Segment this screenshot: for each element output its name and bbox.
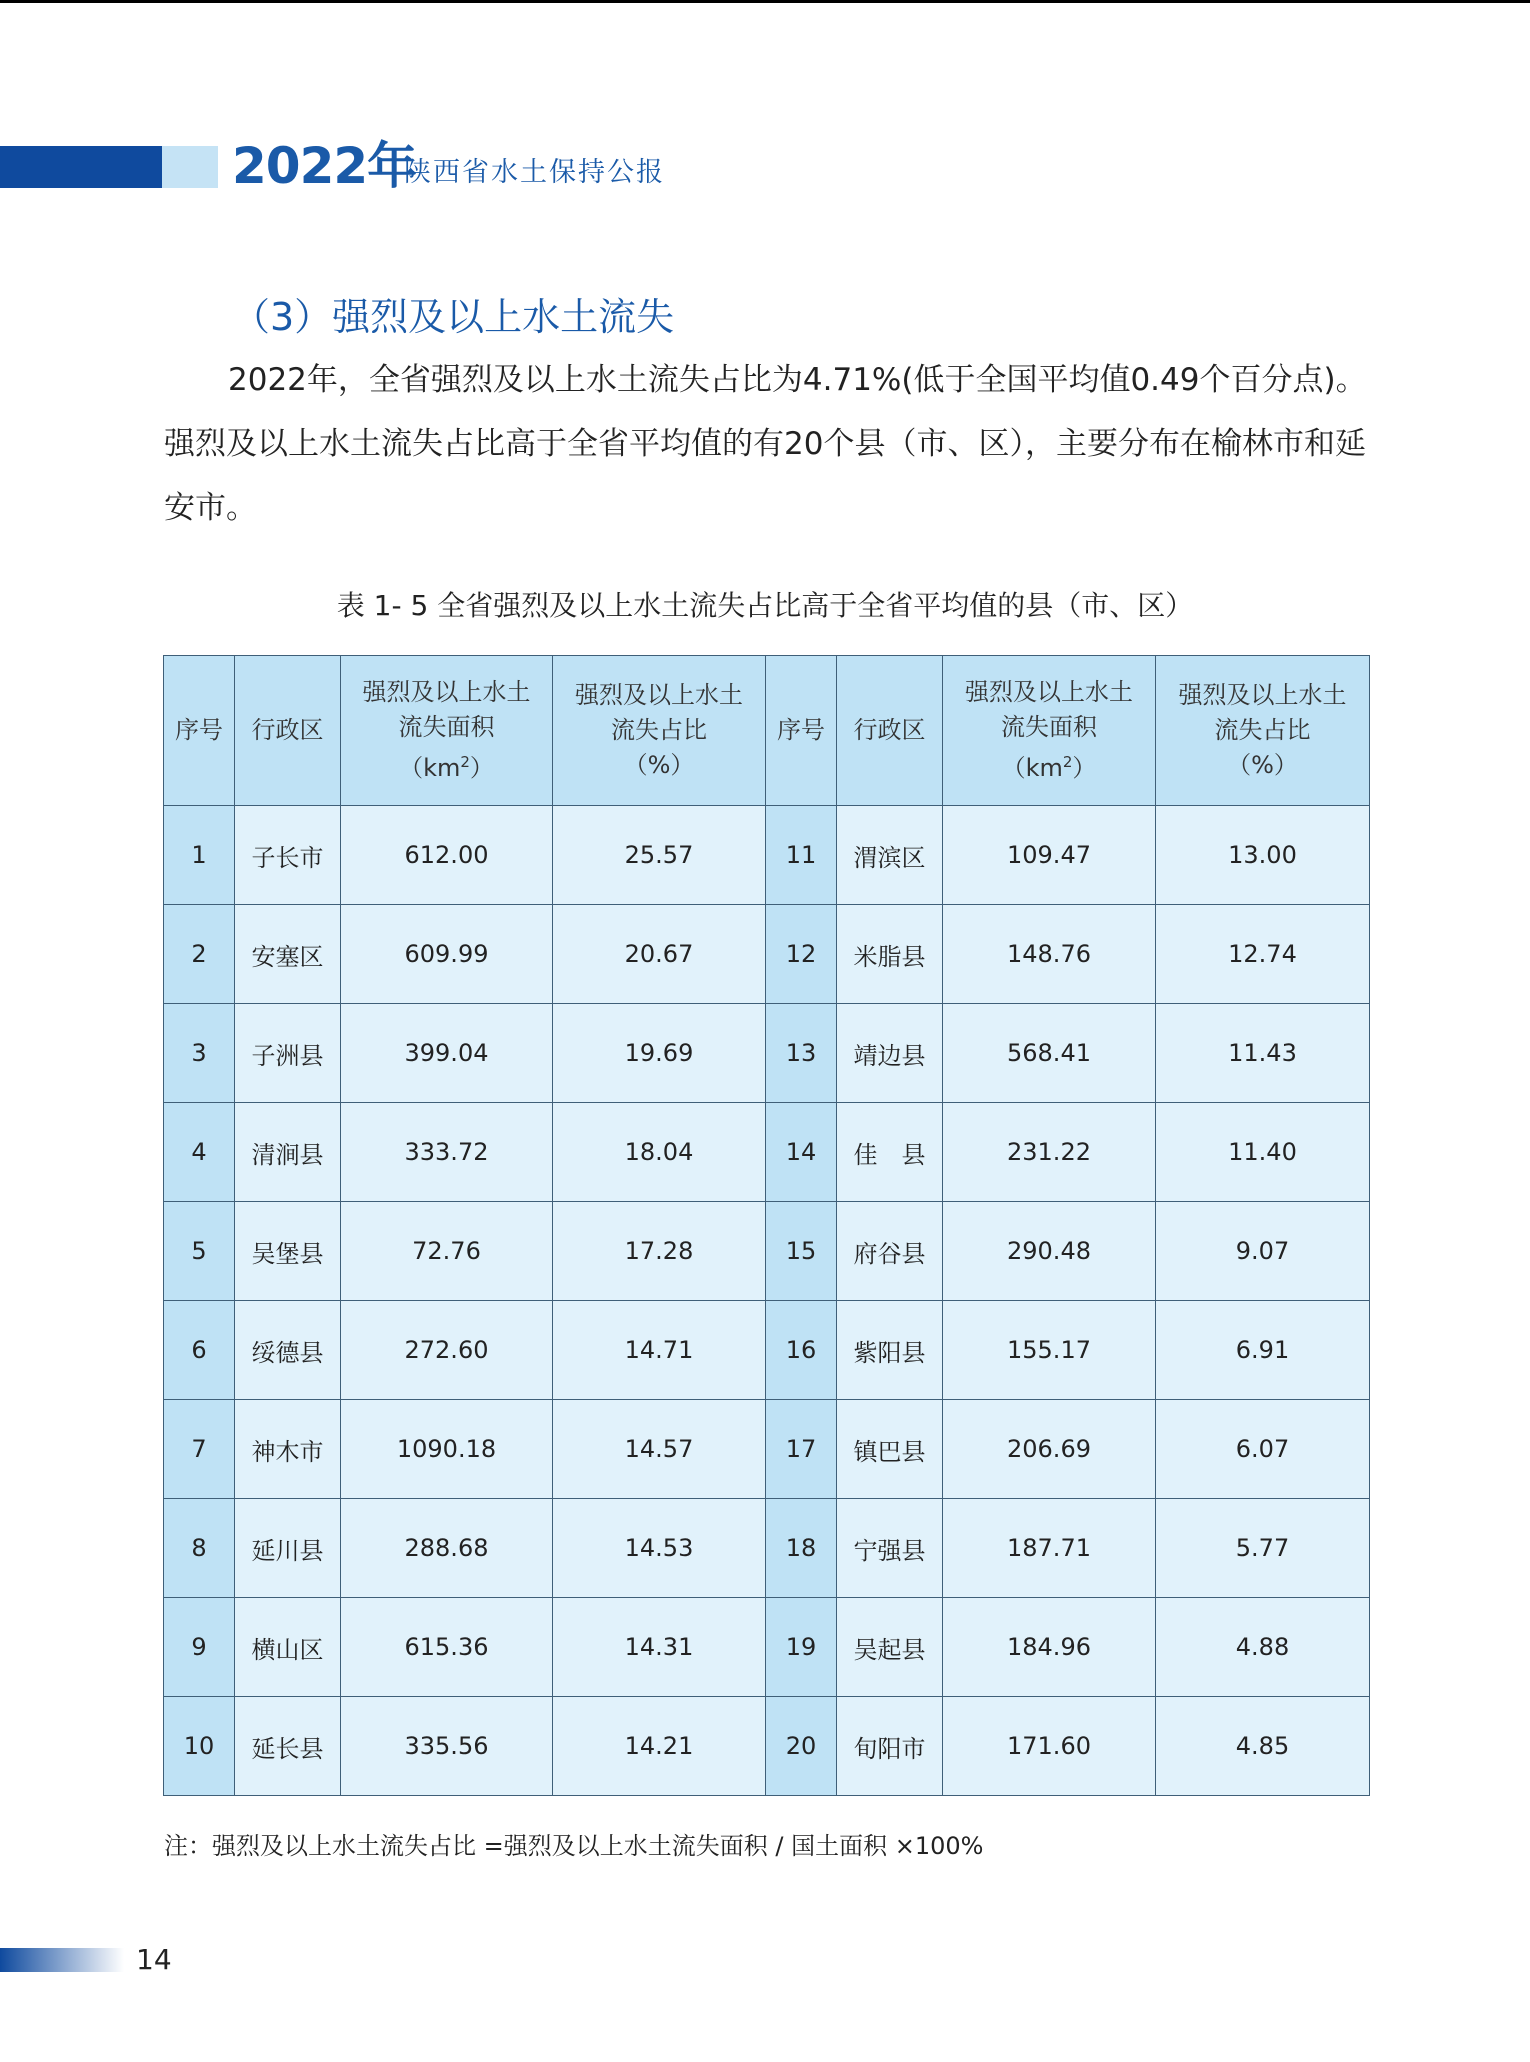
section-heading: （3）强烈及以上水土流失 bbox=[232, 295, 675, 339]
cell-ratio: 14.31 bbox=[553, 1598, 766, 1697]
cell-area: 148.76 bbox=[943, 905, 1156, 1004]
table-caption: 表 1- 5 全省强烈及以上水土流失占比高于全省平均值的县（市、区） bbox=[336, 589, 1194, 622]
header-accent-bar-dark bbox=[0, 146, 162, 188]
header-ratio-line3: （%） bbox=[623, 751, 695, 779]
cell-area: 615.36 bbox=[341, 1598, 553, 1697]
cell-area: 288.68 bbox=[341, 1499, 553, 1598]
cell-seq: 20 bbox=[766, 1697, 837, 1796]
table-row bbox=[164, 1598, 1370, 1697]
cell-area: 109.47 bbox=[943, 806, 1156, 905]
header-ratio-line1: 强烈及以上水土 bbox=[575, 681, 743, 709]
cell-seq: 13 bbox=[766, 1004, 837, 1103]
cell-area: 187.71 bbox=[943, 1499, 1156, 1598]
table-row bbox=[164, 1103, 1370, 1202]
cell-ratio: 18.04 bbox=[553, 1103, 766, 1202]
cell-seq: 11 bbox=[766, 806, 837, 905]
cell-region: 吴起县 bbox=[837, 1598, 943, 1697]
cell-ratio: 14.71 bbox=[553, 1301, 766, 1400]
cell-ratio: 6.07 bbox=[1156, 1400, 1370, 1499]
cell-area: 171.60 bbox=[943, 1697, 1156, 1796]
cell-area: 612.00 bbox=[341, 806, 553, 905]
cell-seq: 16 bbox=[766, 1301, 837, 1400]
cell-area: 231.22 bbox=[943, 1103, 1156, 1202]
cell-area: 290.48 bbox=[943, 1202, 1156, 1301]
cell-ratio: 12.74 bbox=[1156, 905, 1370, 1004]
cell-seq: 7 bbox=[164, 1400, 235, 1499]
header-ratio bbox=[553, 656, 766, 806]
header-ratio-line2: 流失占比 bbox=[611, 716, 707, 744]
header-ratio-2 bbox=[1156, 656, 1370, 806]
cell-seq: 2 bbox=[164, 905, 235, 1004]
cell-area: 333.72 bbox=[341, 1103, 553, 1202]
cell-region: 米脂县 bbox=[837, 905, 943, 1004]
header-area-line3 bbox=[341, 745, 552, 786]
cell-ratio: 14.53 bbox=[553, 1499, 766, 1598]
cell-area: 609.99 bbox=[341, 905, 553, 1004]
cell-ratio: 14.57 bbox=[553, 1400, 766, 1499]
cell-ratio: 4.85 bbox=[1156, 1697, 1370, 1796]
header-area-unit-post: ） bbox=[469, 754, 494, 782]
cell-ratio: 19.69 bbox=[553, 1004, 766, 1103]
cell-ratio: 11.40 bbox=[1156, 1103, 1370, 1202]
cell-ratio: 4.88 bbox=[1156, 1598, 1370, 1697]
cell-seq: 17 bbox=[766, 1400, 837, 1499]
cell-ratio: 25.57 bbox=[553, 806, 766, 905]
header-ratio-line2: 流失占比 bbox=[1214, 716, 1311, 744]
top-border-rule bbox=[0, 0, 1530, 3]
cell-area: 184.96 bbox=[943, 1598, 1156, 1697]
cell-area: 335.56 bbox=[341, 1697, 553, 1796]
footer-accent-bar bbox=[0, 1948, 124, 1972]
table-row bbox=[164, 1499, 1370, 1598]
cell-region: 旬阳市 bbox=[837, 1697, 943, 1796]
cell-seq: 8 bbox=[164, 1499, 235, 1598]
cell-ratio: 13.00 bbox=[1156, 806, 1370, 905]
header-accent-bar-light bbox=[162, 146, 218, 188]
header-year: 2022年 bbox=[232, 137, 417, 195]
erosion-table bbox=[163, 655, 1370, 1796]
header-region-2: 行政区 bbox=[837, 656, 943, 806]
cell-area: 155.17 bbox=[943, 1301, 1156, 1400]
cell-ratio: 6.91 bbox=[1156, 1301, 1370, 1400]
cell-seq: 18 bbox=[766, 1499, 837, 1598]
header-area-line1: 强烈及以上水土 bbox=[965, 678, 1133, 706]
cell-seq: 10 bbox=[164, 1697, 235, 1796]
cell-ratio: 11.43 bbox=[1156, 1004, 1370, 1103]
header-ratio-line3: （%） bbox=[1227, 751, 1298, 779]
cell-area: 568.41 bbox=[943, 1004, 1156, 1103]
cell-seq: 6 bbox=[164, 1301, 235, 1400]
table-row bbox=[164, 1301, 1370, 1400]
cell-seq: 19 bbox=[766, 1598, 837, 1697]
header-area-line2: 流失面积 bbox=[1001, 713, 1097, 741]
cell-area: 272.60 bbox=[341, 1301, 553, 1400]
cell-seq: 15 bbox=[766, 1202, 837, 1301]
cell-seq: 12 bbox=[766, 905, 837, 1004]
table-row bbox=[164, 1400, 1370, 1499]
cell-seq: 4 bbox=[164, 1103, 235, 1202]
header-area-line2: 流失面积 bbox=[398, 713, 495, 741]
table-row bbox=[164, 1004, 1370, 1103]
cell-region: 神木市 bbox=[235, 1400, 341, 1499]
header-area-unit-sup: 2 bbox=[1062, 753, 1073, 771]
cell-area: 399.04 bbox=[341, 1004, 553, 1103]
cell-region: 延川县 bbox=[235, 1499, 341, 1598]
body-paragraph: 2022年，全省强烈及以上水土流失占比为4.71%(低于全国平均值0.49个百分点)。强烈及以上水土流失占比高于全省平均值的有20个县（市、区），主要分布在榆林市和延安市。 bbox=[164, 362, 1367, 526]
cell-region: 靖边县 bbox=[837, 1004, 943, 1103]
header-area-unit-sup: 2 bbox=[460, 753, 470, 771]
header-area bbox=[341, 656, 553, 806]
cell-seq: 14 bbox=[766, 1103, 837, 1202]
header-seq: 序号 bbox=[164, 656, 235, 806]
table-row bbox=[164, 1202, 1370, 1301]
cell-region: 府谷县 bbox=[837, 1202, 943, 1301]
header-title: 陕西省水土保持公报 bbox=[404, 157, 665, 188]
cell-area: 1090.18 bbox=[341, 1400, 553, 1499]
table-row bbox=[164, 1697, 1370, 1796]
cell-region: 紫阳县 bbox=[837, 1301, 943, 1400]
header-area-line1: 强烈及以上水土 bbox=[362, 678, 531, 706]
header-area-unit-pre: （km bbox=[1001, 754, 1063, 782]
cell-area: 206.69 bbox=[943, 1400, 1156, 1499]
table-row bbox=[164, 806, 1370, 905]
cell-ratio: 20.67 bbox=[553, 905, 766, 1004]
cell-region: 渭滨区 bbox=[837, 806, 943, 905]
cell-seq: 1 bbox=[164, 806, 235, 905]
table-header-row bbox=[164, 656, 1370, 806]
header-region: 行政区 bbox=[235, 656, 341, 806]
cell-region: 绥德县 bbox=[235, 1301, 341, 1400]
cell-region: 子洲县 bbox=[235, 1004, 341, 1103]
header-seq-2: 序号 bbox=[766, 656, 837, 806]
cell-region: 佳 县 bbox=[837, 1103, 943, 1202]
header-area-unit-post: ） bbox=[1072, 754, 1097, 782]
header-area-unit-pre: （km bbox=[399, 754, 461, 782]
page-number: 14 bbox=[136, 1943, 172, 1976]
cell-ratio: 14.21 bbox=[553, 1697, 766, 1796]
cell-region: 延长县 bbox=[235, 1697, 341, 1796]
cell-area: 72.76 bbox=[341, 1202, 553, 1301]
header-area-2 bbox=[943, 656, 1156, 806]
table-note: 注：强烈及以上水土流失占比 =强烈及以上水土流失面积 / 国土面积 ×100% bbox=[164, 1832, 984, 1860]
cell-ratio: 5.77 bbox=[1156, 1499, 1370, 1598]
cell-seq: 5 bbox=[164, 1202, 235, 1301]
header-ratio-line1: 强烈及以上水土 bbox=[1178, 681, 1347, 709]
cell-region: 吴堡县 bbox=[235, 1202, 341, 1301]
cell-ratio: 17.28 bbox=[553, 1202, 766, 1301]
cell-region: 子长市 bbox=[235, 806, 341, 905]
header-area-line3 bbox=[943, 745, 1155, 786]
cell-region: 清涧县 bbox=[235, 1103, 341, 1202]
cell-region: 安塞区 bbox=[235, 905, 341, 1004]
cell-ratio: 9.07 bbox=[1156, 1202, 1370, 1301]
cell-region: 镇巴县 bbox=[837, 1400, 943, 1499]
cell-region: 宁强县 bbox=[837, 1499, 943, 1598]
table-row bbox=[164, 905, 1370, 1004]
cell-region: 横山区 bbox=[235, 1598, 341, 1697]
cell-seq: 3 bbox=[164, 1004, 235, 1103]
cell-seq: 9 bbox=[164, 1598, 235, 1697]
